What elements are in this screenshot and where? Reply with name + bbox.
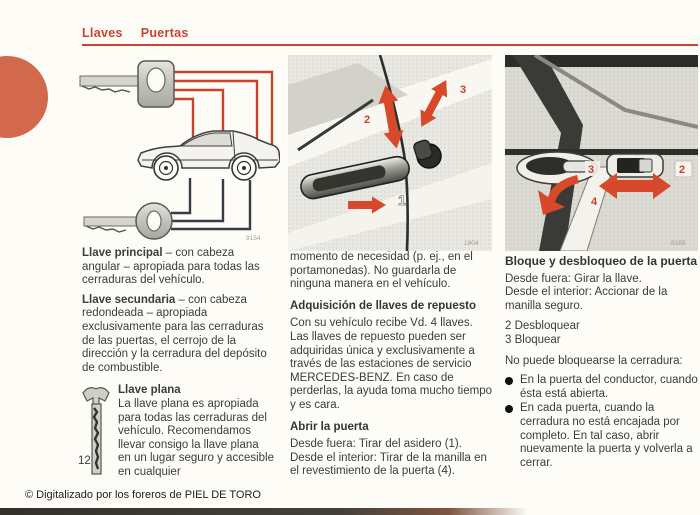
secondary-key-illustration xyxy=(84,203,172,239)
figure-exterior-handle xyxy=(288,55,492,251)
red-dot-decoration xyxy=(0,56,48,138)
figure-keys-diagram xyxy=(62,56,280,246)
open-door-instructions xyxy=(290,438,492,479)
legend-item: 3 Bloquear xyxy=(505,333,561,346)
header-rule xyxy=(82,44,698,46)
interior-handle-illustration xyxy=(505,55,698,251)
label-3: 3 xyxy=(588,164,595,176)
column-right xyxy=(505,255,700,471)
heading-bloqueo: Bloque y desbloqueo de la puerta xyxy=(505,254,698,268)
page-title-word1: Llaves xyxy=(82,26,123,40)
flat-key-text xyxy=(114,384,274,485)
list-item xyxy=(505,374,700,401)
legend-item: 2 Desbloquear xyxy=(505,320,580,333)
paragraph-text: – con cabeza angular – apropiada para todas las cerraduras del vehículo. xyxy=(82,247,260,287)
page-number: 12 xyxy=(78,455,91,467)
label-2: 2 xyxy=(364,114,371,126)
figure-interior-handle xyxy=(505,55,698,251)
label-4: 4 xyxy=(591,196,598,208)
paragraph-repuesto: Con su vehículo recibe Vd. 4 llaves. Las llaves de repuesto pueden ser adquiridas única y exclusivamente a través de las estaciones de servicio MERCEDES-BENZ. En caso de perderlas, la ayuda toma mucho tiempo y es cara. xyxy=(290,317,492,411)
keys-diagram-illustration xyxy=(62,56,280,246)
column-left xyxy=(82,247,274,485)
term-llave-secundaria: Llave secundaria xyxy=(82,293,176,306)
paragraph-text: La llave plana es apropiada para todas las cerraduras del vehículo. Recomendamos llevar consigo la llave plana en un lugar seguro y accesible en cualquier xyxy=(118,397,274,478)
instruction-line: Desde fuera: Tirar del asidero (1). xyxy=(290,438,462,451)
instruction-line: Desde fuera: Girar la llave. xyxy=(505,272,642,285)
paragraph-llave-principal xyxy=(82,247,274,288)
scan-edge-bar xyxy=(0,508,528,515)
secondary-key-connector-lines xyxy=(171,178,250,229)
label-3: 3 xyxy=(460,84,467,96)
copyright-line: © Digitalizado por los foreros de PIEL DE TORO xyxy=(25,489,261,501)
flat-key-block xyxy=(82,384,274,485)
figure-caption: 9154 xyxy=(246,235,261,242)
label-2: 2 xyxy=(679,164,686,176)
bullet-text: En cada puerta, cuando la cerradura no está encajada por completo. En tal caso, abrir nuevamente la puerta y volverla a cerrar. xyxy=(520,402,693,469)
car-silhouette xyxy=(138,131,280,180)
heading-abrir-puerta: Abrir la puerta xyxy=(290,420,369,433)
flat-key-illustration xyxy=(80,384,114,485)
term-llave-principal: Llave principal xyxy=(82,247,163,259)
column-middle xyxy=(290,251,492,479)
lock-instructions xyxy=(505,273,700,314)
exterior-handle-illustration xyxy=(288,55,492,251)
paragraph-continuation: momento de necesidad (p. ej., en el portamonedas). No guardarla de ninguna manera en el vehículo. xyxy=(290,251,473,291)
instruction-line: Desde el interior: Tirar de la manilla en el revestimiento de la puerta (4). xyxy=(290,451,487,478)
figure-caption: 1904 xyxy=(464,240,479,247)
heading-adquisicion: Adquisición de llaves de repuesto xyxy=(290,299,476,312)
bullet-icon xyxy=(505,405,513,413)
legend-items xyxy=(505,320,700,347)
note-line: No puede bloquearse la cerradura: xyxy=(505,354,683,367)
page-title-word2: Puertas xyxy=(140,26,189,40)
lock-slider xyxy=(607,154,663,177)
list-item xyxy=(505,402,700,470)
instruction-line: Desde el interior: Accionar de la manilla seguro. xyxy=(505,286,668,312)
figure-caption: 8169 xyxy=(671,240,686,247)
paragraph-text: – con cabeza redondeada – apropiada exclusivamente para las cerraduras de las puertas, el cerrojo de la dirección y la cerradura del depósito de combustible. xyxy=(82,293,267,374)
heading-llave-plana: Llave plana xyxy=(118,384,181,397)
paragraph-llave-secundaria xyxy=(82,294,274,376)
page-title xyxy=(82,26,207,40)
bullet-icon xyxy=(505,377,513,385)
main-key-illustration xyxy=(80,61,174,107)
label-1: 1 xyxy=(398,192,406,208)
bullet-text: En la puerta del conductor, cuando ésta está abierta. xyxy=(520,374,698,400)
